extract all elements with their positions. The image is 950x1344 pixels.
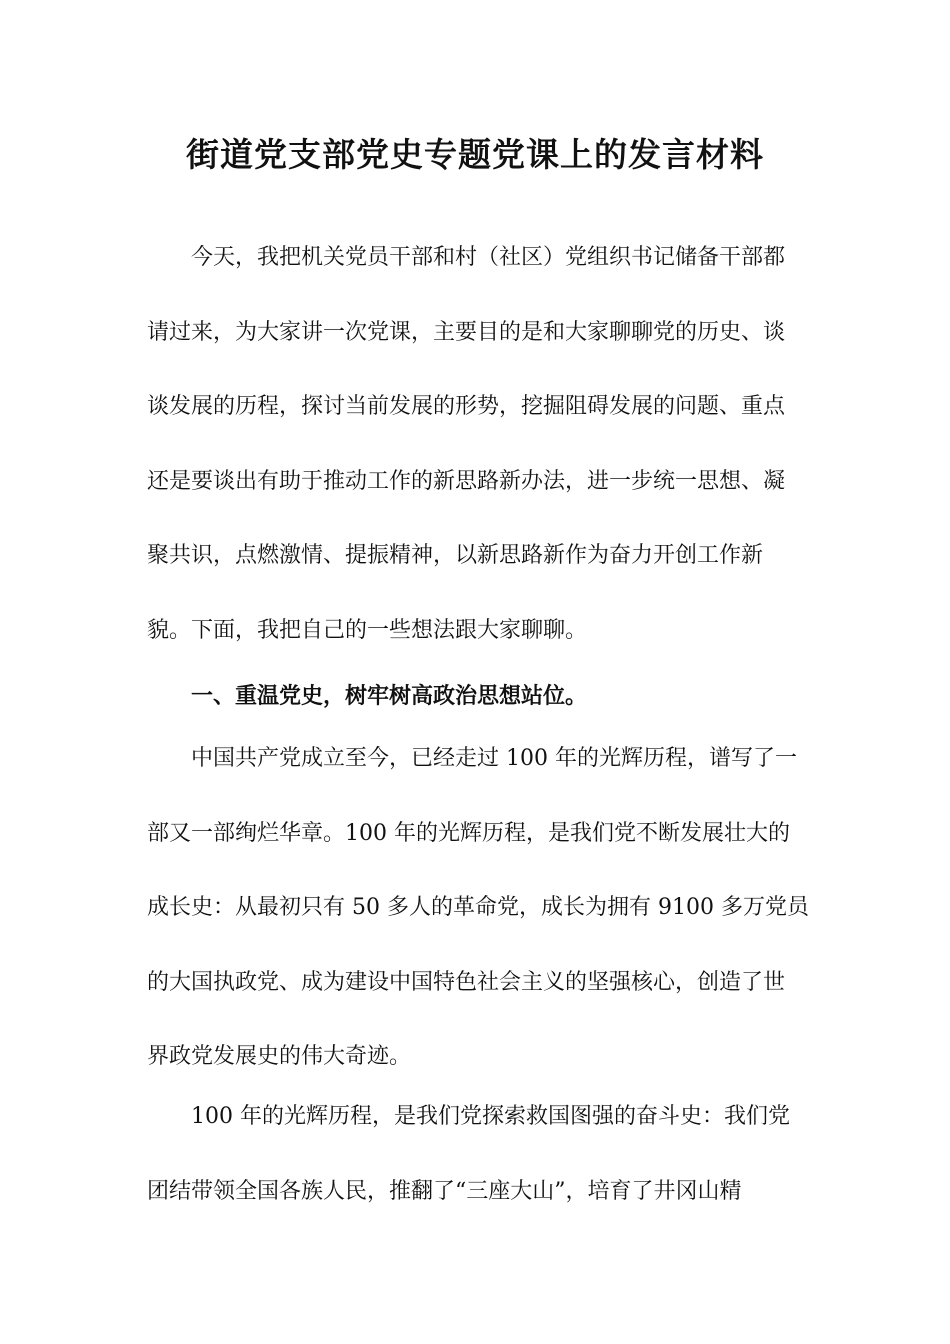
text-line: 的大国执政党、成为建设中国特色社会主义的坚强核心，创造了世 [147, 969, 786, 995]
paragraph-struggle [147, 1080, 803, 1229]
text-line: 成长史：从最初只有 50 多人的革命党，成长为拥有 9100 多万党员 [147, 895, 809, 920]
text-line: 今天，我把机关党员干部和村（社区）党组织书记储备干部都 [191, 245, 786, 270]
paragraph-history [147, 722, 809, 1095]
text-line: 中国共产党成立至今，已经走过 100 年的光辉历程，谱写了一 [191, 746, 797, 771]
document-title: 街道党支部党史专题党课上的发言材料 [186, 135, 764, 174]
text-line: 请过来，为大家讲一次党课，主要目的是和大家聊聊党的历史、谈 [147, 319, 786, 345]
text-line: 聚共识，点燃激情、提振精神，以新思路新作为奋力开创工作新 [147, 543, 764, 568]
text-line: 貌。下面，我把自己的一些想法跟大家聊聊。 [147, 617, 588, 643]
text-line: 界政党发展史的伟大奇迹。 [147, 1044, 412, 1069]
text-line: 谈发展的历程，探讨当前发展的形势，挖掘阻碍发展的问题、重点 [147, 394, 786, 419]
text-line: 100 年的光辉历程，是我们党探索救国图强的奋斗史：我们党 [191, 1104, 790, 1129]
paragraph-intro [147, 221, 803, 668]
text-line: 团结带领全国各族人民，推翻了“三座大山”，培育了井冈山精 [147, 1178, 742, 1204]
text-line: 部又一部绚烂华章。100 年的光辉历程，是我们党不断发展壮大的 [147, 820, 790, 846]
section-heading-text: 一、重温党史，树牢树高政治思想站位。 [191, 683, 588, 709]
text-line: 还是要谈出有助于推动工作的新思路新办法，进一步统一思想、凝 [147, 468, 786, 494]
